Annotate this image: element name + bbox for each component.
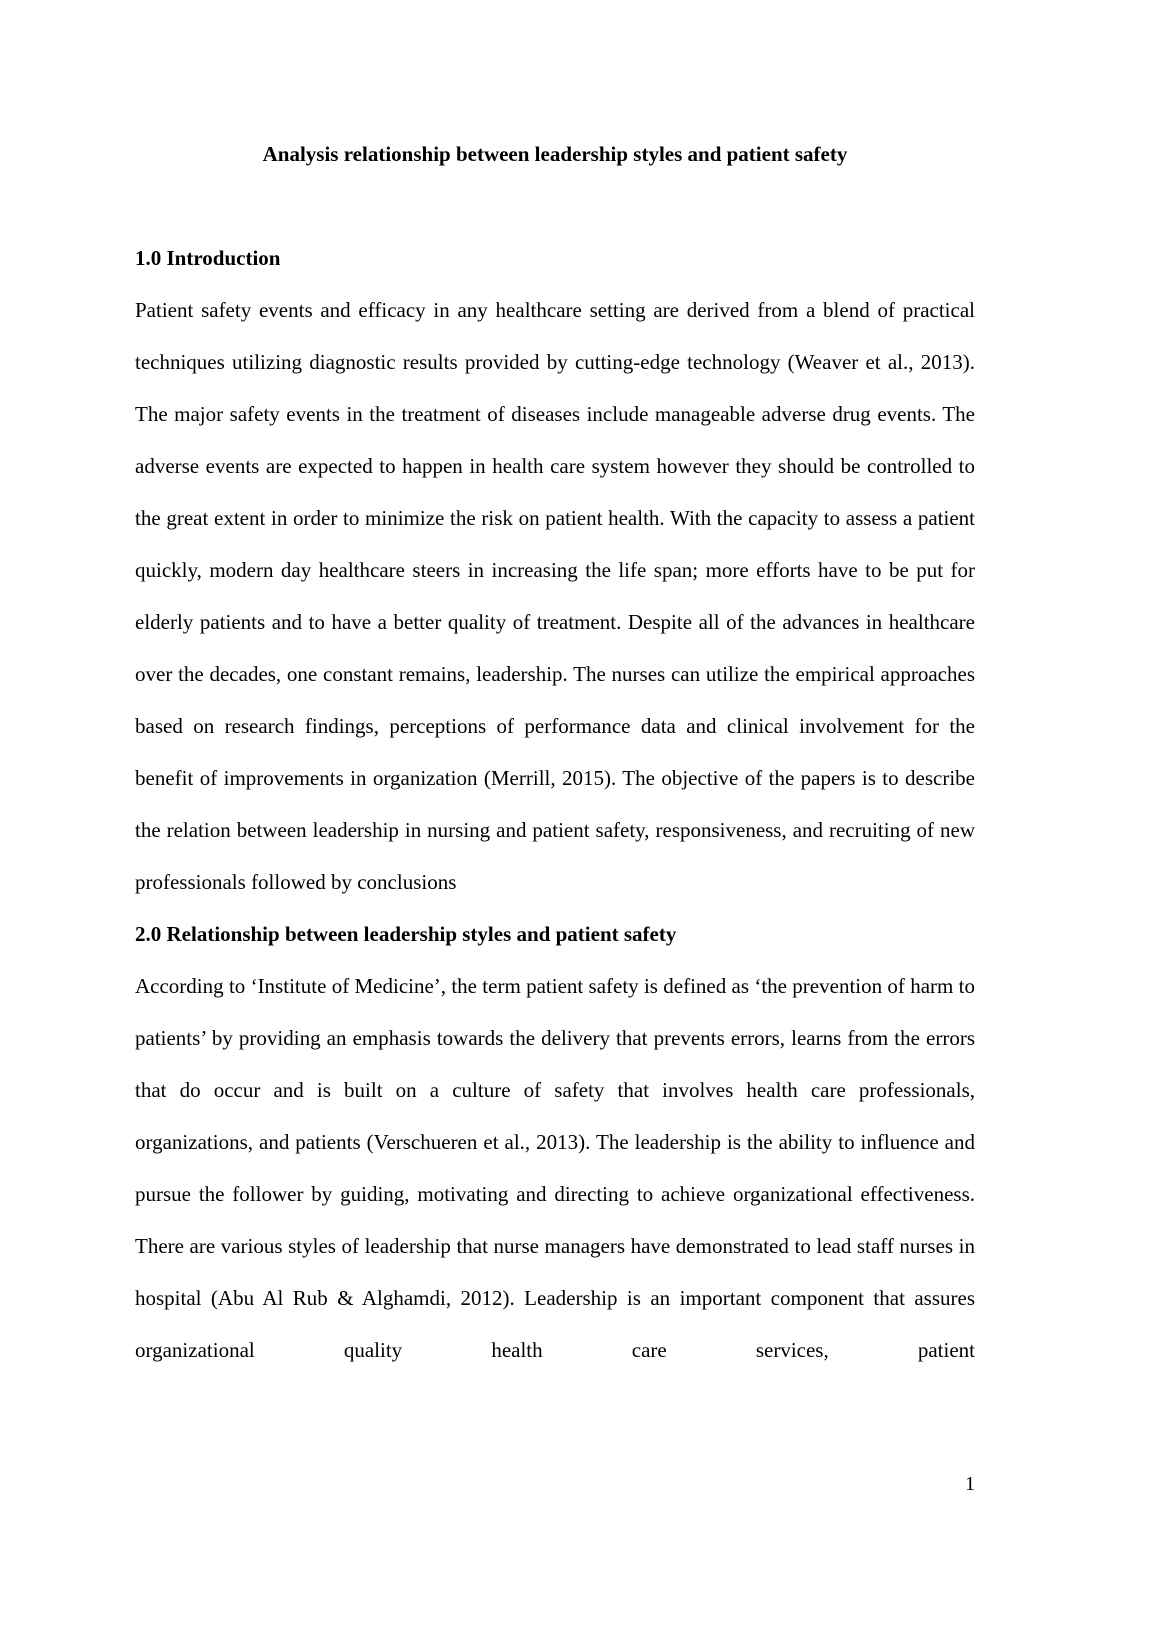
paragraph-introduction: Patient safety events and efficacy in any healthcare setting are derived from a blend of practical techniques utilizing diagnostic results provided by cutting-edge technology (Weaver et al., 2013). The major safety events in the treatment of diseases include manageable adverse drug events. The adverse events are expected to happen in health care system however they should be controlled to the great extent in order to minimize the risk on patient health. With the capacity to assess a patient quickly, modern day healthcare steers in increasing the life span; more efforts have to be put for elderly patients and to have a better quality of treatment. Despite all of the advances in healthcare over the decades, one constant remains, leadership. The nurses can utilize the empirical approaches based on research findings, perceptions of performance data and clinical involvement for the benefit of improvements in organization (Merrill, 2015). The objective of the papers is to describe the relation between leadership in nursing and patient safety, responsiveness, and recruiting of new professionals followed by conclusions <box>135 298 975 894</box>
document-title: Analysis relationship between leadership styles and patient safety <box>262 142 848 166</box>
section-heading-introduction: 1.0 Introduction <box>135 246 281 270</box>
page-number: 1 <box>965 1473 975 1495</box>
section-heading-relationship: 2.0 Relationship between leadership styles and patient safety <box>135 922 677 946</box>
document-content <box>135 128 975 1376</box>
paragraph-relationship: According to ‘Institute of Medicine’, the term patient safety is defined as ‘the prevention of harm to patients’ by providing an emphasis towards the delivery that prevents errors, learns from the errors that do occur and is built on a culture of safety that involves health care professionals, organizations, and patients (Verschueren et al., 2013). The leadership is the ability to influence and pursue the follower by guiding, motivating and directing to achieve organizational effectiveness. There are various styles of leadership that nurse managers have demonstrated to lead staff nurses in hospital (Abu Al Rub & Alghamdi, 2012). Leadership is an important component that assures organizational quality health care services, patient <box>135 974 975 1362</box>
